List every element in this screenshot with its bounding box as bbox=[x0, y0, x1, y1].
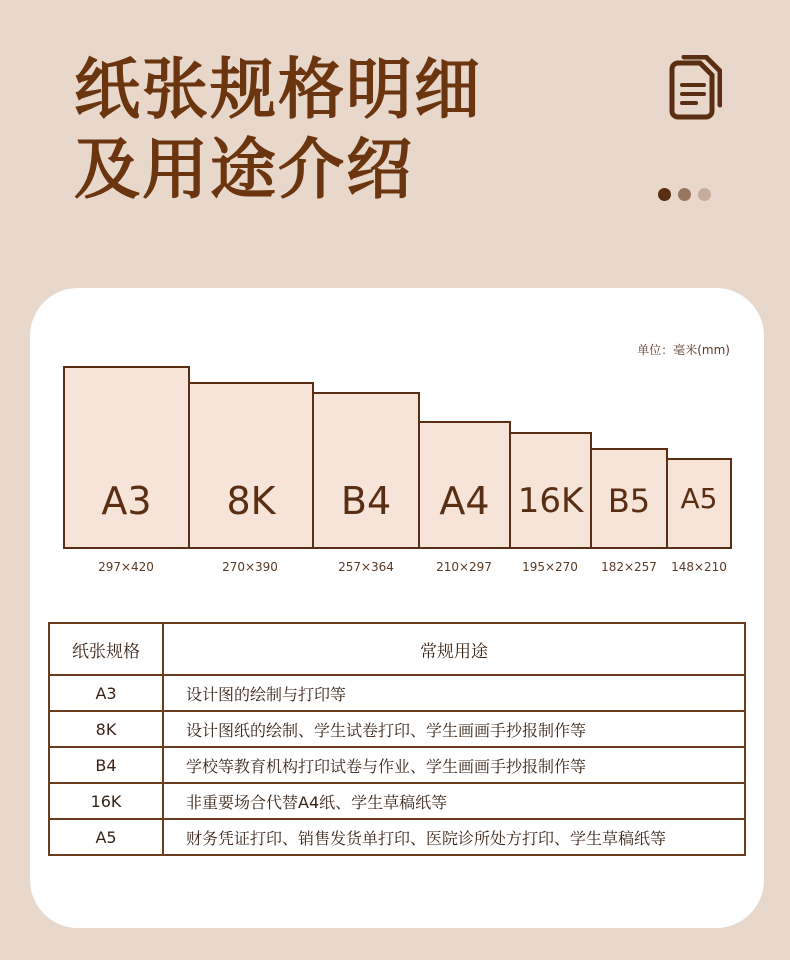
dot bbox=[678, 188, 691, 201]
paper-label: A5 bbox=[680, 482, 718, 515]
paper-dims: 182×257 bbox=[601, 560, 657, 574]
dot bbox=[698, 188, 711, 201]
content-card bbox=[30, 288, 764, 928]
document-stack-icon bbox=[662, 55, 722, 121]
paper-a4 bbox=[418, 421, 511, 549]
title-line-2: 及用途介绍 bbox=[74, 131, 414, 208]
table-header-row bbox=[49, 623, 745, 675]
usage-table bbox=[48, 622, 746, 856]
cell-usage: 财务凭证打印、销售发货单打印、医院诊所处方打印、学生草稿纸等 bbox=[163, 819, 745, 855]
header-usage: 常规用途 bbox=[163, 623, 745, 675]
paper-dims: 210×297 bbox=[436, 560, 492, 574]
table-row bbox=[49, 711, 745, 747]
table-row bbox=[49, 783, 745, 819]
paper-dims: 297×420 bbox=[98, 560, 154, 574]
paper-dims: 195×270 bbox=[522, 560, 578, 574]
dot-active bbox=[658, 188, 671, 201]
cell-usage: 非重要场合代替A4纸、学生草稿纸等 bbox=[163, 783, 745, 819]
cell-size: A3 bbox=[49, 675, 163, 711]
paper-label: 16K bbox=[517, 481, 584, 521]
paper-label: B4 bbox=[340, 479, 392, 523]
paper-16k bbox=[509, 432, 592, 549]
cell-usage: 学校等教育机构打印试卷与作业、学生画画手抄报制作等 bbox=[163, 747, 745, 783]
cell-size: 16K bbox=[49, 783, 163, 819]
table-row bbox=[49, 819, 745, 855]
paper-label: A3 bbox=[101, 479, 152, 523]
paper-dims: 257×364 bbox=[338, 560, 394, 574]
paper-b4 bbox=[312, 392, 420, 549]
paper-dims: 148×210 bbox=[671, 560, 727, 574]
paper-a5 bbox=[666, 458, 732, 549]
pagination-dots bbox=[658, 188, 711, 201]
paper-label: B5 bbox=[607, 482, 651, 520]
header-paper-size: 纸张规格 bbox=[49, 623, 163, 675]
title-line-1: 纸张规格明细 bbox=[74, 51, 482, 128]
cell-size: B4 bbox=[49, 747, 163, 783]
table-row bbox=[49, 747, 745, 783]
unit-label: 单位：毫米(mm) bbox=[637, 343, 730, 357]
paper-label: A4 bbox=[439, 479, 490, 523]
paper-b5 bbox=[590, 448, 668, 549]
cell-usage: 设计图的绘制与打印等 bbox=[163, 675, 745, 711]
table-row bbox=[49, 675, 745, 711]
cell-usage: 设计图纸的绘制、学生试卷打印、学生画画手抄报制作等 bbox=[163, 711, 745, 747]
paper-dims: 270×390 bbox=[222, 560, 278, 574]
cell-size: 8K bbox=[49, 711, 163, 747]
paper-a3 bbox=[63, 366, 190, 549]
page-title bbox=[74, 50, 482, 210]
paper-8k bbox=[188, 382, 314, 549]
cell-size: A5 bbox=[49, 819, 163, 855]
paper-label: 8K bbox=[226, 479, 276, 523]
